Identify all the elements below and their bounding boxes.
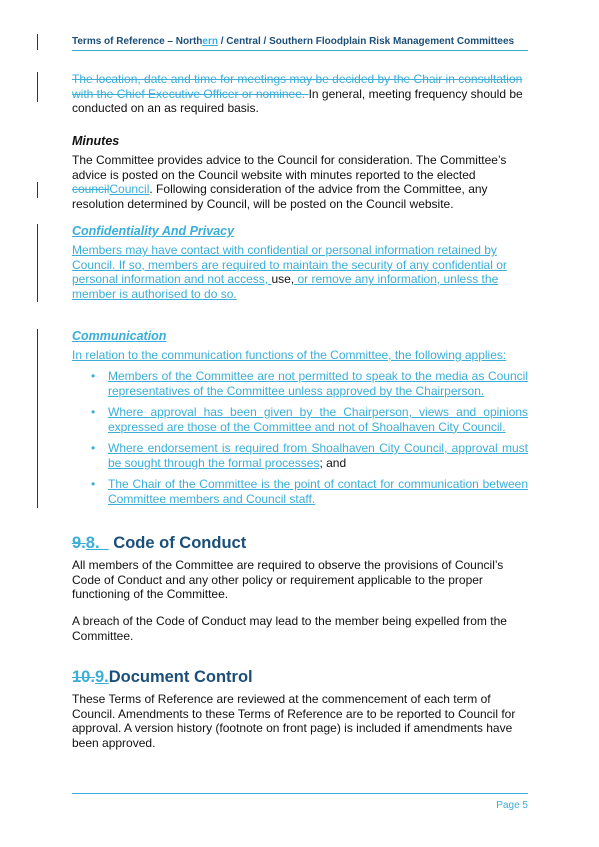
list-item bbox=[72, 405, 528, 434]
inserted-text: Council bbox=[109, 182, 150, 196]
communication-list bbox=[72, 369, 528, 513]
page-number: Page 5 bbox=[496, 800, 528, 811]
deleted-text: council bbox=[72, 182, 110, 196]
body-text: use, bbox=[271, 272, 295, 286]
list-item-text: Members of the Committee are not permitted to speak to the media as Council representatives of the Committee unless approved by the Chairperson. bbox=[108, 369, 528, 398]
bullet-icon: • bbox=[91, 369, 96, 383]
document-control-paragraph: These Terms of Reference are reviewed at the commencement of each term of Council. Amendments to these Terms of Reference are to be reported to Council for approval. A version history (footnote on front page) is included if amendments have been approved. bbox=[72, 692, 516, 750]
list-item-text: Where endorsement is required from Shoalhaven City Council, approval must be sought through the formal processes bbox=[108, 441, 528, 470]
confidentiality-heading: Confidentiality And Privacy bbox=[72, 224, 235, 238]
bullet-icon: • bbox=[91, 405, 96, 419]
code-of-conduct-heading bbox=[72, 533, 528, 553]
list-item-text: Where approval has been given by the Chairperson, views and opinions expressed are those of the Committee and not of Shoalhaven City Council. bbox=[108, 405, 528, 434]
list-item-text-plain: ; and bbox=[319, 455, 347, 470]
list-item-text: The Chair of the Committee is the point of contact for communication between Committee members and Council staff. bbox=[108, 477, 528, 506]
heading-title: Document Control bbox=[108, 668, 253, 686]
body-text: In general, meeting frequency should be conducted on an as required basis. bbox=[72, 86, 523, 115]
document-control-heading bbox=[72, 667, 528, 687]
list-item bbox=[72, 369, 528, 398]
inserted-text: or remove any information, unless the member is authorised to do so. bbox=[72, 272, 499, 301]
change-bar bbox=[37, 72, 38, 102]
change-bar bbox=[37, 34, 38, 50]
inserted-number: 9. bbox=[94, 668, 109, 686]
list-item bbox=[72, 477, 528, 506]
meetings-paragraph bbox=[72, 72, 528, 116]
change-bar bbox=[37, 182, 38, 198]
inserted-text: Members may have contact with confidential or personal information retained by Council. If so, members are required to maintain the security of any confidential or personal information and not access, bbox=[72, 243, 507, 286]
confidentiality-paragraph bbox=[72, 243, 528, 301]
deleted-text: The location, date and time for meetings may be decided by the Chair in consultation with the Chief Executive Officer or nominee. bbox=[72, 72, 523, 101]
list-item bbox=[72, 441, 528, 470]
bullet-icon: • bbox=[91, 477, 96, 491]
body-text: . Following consideration of the advice from the Committee, any resolution determined by Council, will be posted on the Council website. bbox=[72, 182, 488, 211]
minutes-heading: Minutes bbox=[72, 134, 120, 148]
deleted-number: 10. bbox=[72, 668, 95, 686]
running-header bbox=[72, 36, 528, 51]
bullet-icon: • bbox=[91, 441, 96, 455]
conduct-paragraph-2: A breach of the Code of Conduct may lead to the member being expelled from the Committee. bbox=[72, 614, 507, 643]
footer-rule bbox=[72, 793, 528, 794]
conduct-paragraph-1: All members of the Committee are required to observe the provisions of Council’s Code of Conduct and any other policy or requirement applicable to the proper functioning of the Committee. bbox=[72, 558, 504, 601]
header-title-start: Terms of Reference – North bbox=[72, 36, 203, 47]
deleted-number: 9. bbox=[72, 534, 86, 552]
change-bar bbox=[37, 329, 38, 508]
body-text: The Committee provides advice to the Council for consideration. The Committee’s advice is posted on the Council website with minutes reported to the elected bbox=[72, 153, 507, 182]
header-title-insert: ern bbox=[202, 36, 218, 47]
inserted-spacer bbox=[100, 534, 109, 552]
communication-intro: In relation to the communication functions of the Committee, the following applies: bbox=[72, 348, 507, 362]
minutes-paragraph bbox=[72, 153, 528, 211]
inserted-number: 8. bbox=[85, 534, 100, 552]
change-bar bbox=[37, 224, 38, 302]
header-title-end: / Central / Southern Floodplain Risk Management Committees bbox=[217, 36, 515, 47]
communication-heading: Communication bbox=[72, 329, 167, 343]
heading-title: Code of Conduct bbox=[113, 534, 247, 552]
